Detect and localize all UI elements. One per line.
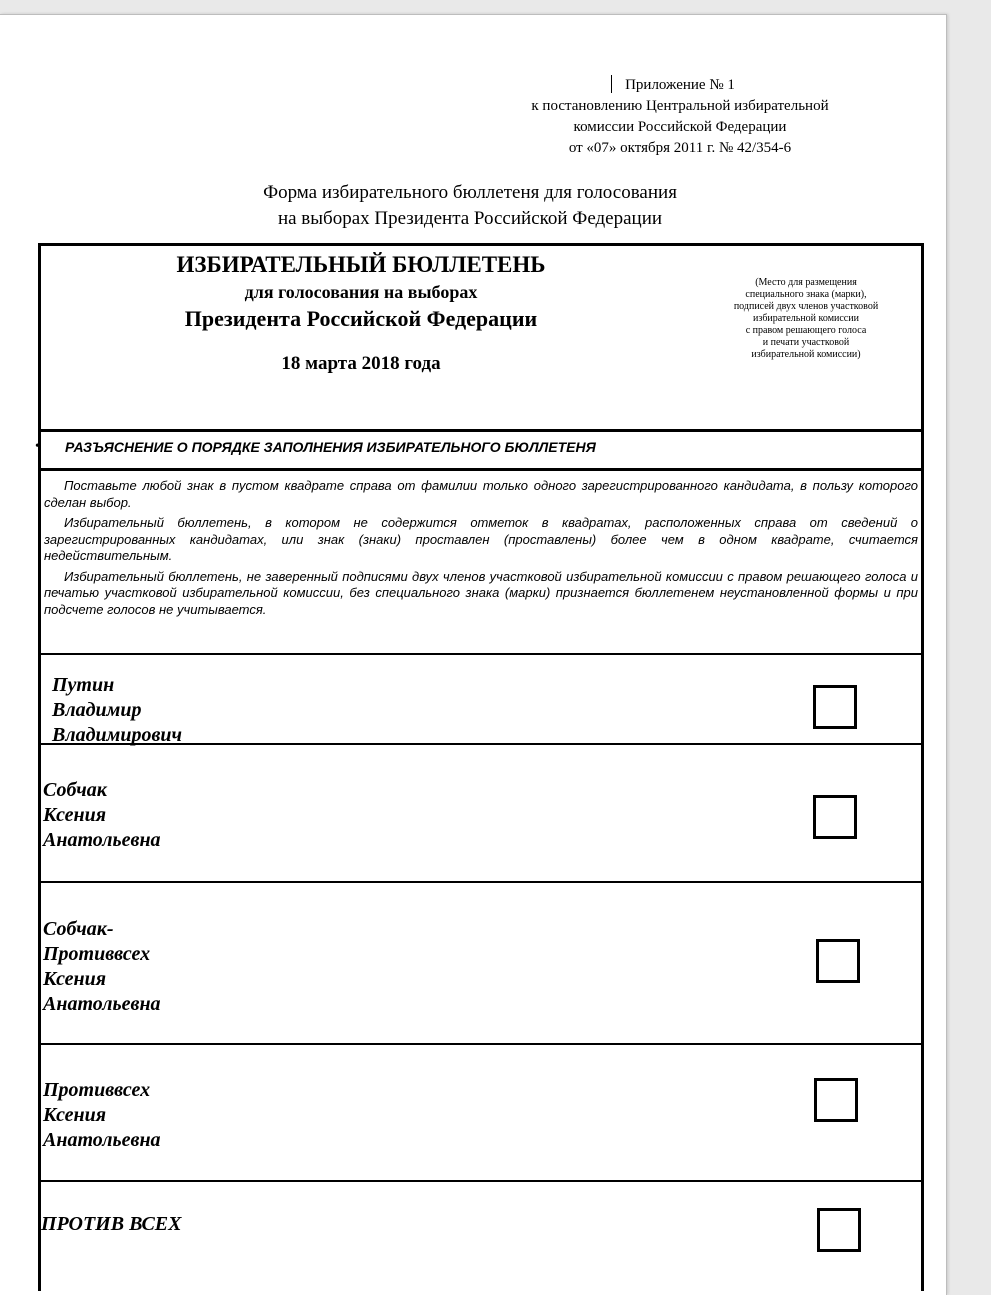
appendix-line: комиссии Российской Федерации: [573, 119, 787, 135]
candidate-name-line: Владимирович: [52, 724, 183, 746]
vote-checkbox[interactable]: [816, 939, 860, 983]
document-page: [0, 14, 947, 1295]
candidate-row: [41, 653, 921, 746]
appendix-line: от «07» октября 2011 г. № 42/354-6: [568, 140, 792, 156]
appendix-line: Приложение № 1: [625, 77, 735, 93]
ballot-title-block: [41, 250, 681, 376]
candidate-row: [41, 1043, 921, 1180]
candidate-name-line: Противвсех: [43, 943, 151, 965]
stamp-line: и печати участковой: [762, 337, 850, 348]
candidate-name-line: ПРОТИВ ВСЕХ: [41, 1213, 182, 1235]
explanation-heading: [35, 429, 921, 471]
vote-checkbox[interactable]: [813, 795, 857, 839]
candidate-name-line: Ксения: [43, 804, 107, 826]
vote-checkbox[interactable]: [817, 1208, 861, 1252]
candidate-name: [52, 673, 182, 748]
bullet-icon: •: [35, 439, 40, 454]
candidate-name-line: Путин: [52, 674, 115, 696]
ballot-subtitle: для голосования на выборах: [244, 282, 478, 302]
explanation-paragraph: Избирательный бюллетень, не заверенный подписями двух членов участковой избирательной комиссии с правом решающего голоса и печатью участковой избирательной комиссии, без специального знака (марки) признается бюллетенем неустановленной формы и при подсчете голосов не учитывается.: [44, 568, 918, 617]
ballot-title: ИЗБИРАТЕЛЬНЫЙ БЮЛЛЕТЕНЬ: [176, 252, 546, 277]
form-title-line: Форма избирательного бюллетеня для голосования: [263, 182, 677, 203]
candidate-name-line: Противвсех: [43, 1079, 151, 1101]
candidate-name-line: Ксения: [43, 1104, 107, 1126]
candidate-name: [43, 917, 161, 1017]
explanation-paragraph: Избирательный бюллетень, в котором не содержится отметок в квадратах, расположенных справа от сведений о зарегистрированных кандидатах, или знак (знаки) проставлен (проставлены) более чем в одном квадрате, считается недействительным.: [44, 515, 918, 563]
candidate-row: [41, 881, 921, 1043]
candidate-name-line: Ксения: [43, 968, 107, 990]
candidate-row: [41, 743, 921, 881]
stamp-line: избирательной комиссии: [753, 313, 859, 324]
stamp-line: (Место для размещения: [755, 277, 857, 288]
ballot-subtitle-president: Президента Российской Федерации: [184, 306, 538, 331]
explanation-text: [44, 478, 918, 622]
ballot-date: 18 марта 2018 года: [281, 353, 441, 374]
candidate-name-line: Владимир: [52, 699, 142, 721]
form-title: [150, 180, 790, 232]
stamp-line: избирательной комиссии): [751, 349, 861, 360]
appendix-header: [470, 75, 890, 159]
candidate-row: [41, 1180, 921, 1294]
candidate-name: [41, 1212, 182, 1237]
candidate-name-line: Анатольевна: [43, 1129, 161, 1151]
explanation-paragraph: Поставьте любой знак в пустом квадрате справа от фамилии только одного зарегистрированного кандидата, в пользу которого сделан выбор.: [44, 478, 918, 510]
stamp-line: подписей двух членов участковой: [733, 301, 879, 312]
appendix-line: к постановлению Центральной избирательной: [531, 98, 829, 114]
candidate-name: [43, 778, 161, 853]
candidate-name-line: Собчак: [43, 779, 107, 801]
candidate-name-line: Собчак-: [43, 918, 114, 940]
stamp-line: специального знака (марки),: [745, 289, 867, 300]
candidate-name: [43, 1078, 161, 1153]
candidate-name-line: Анатольевна: [43, 993, 161, 1015]
form-title-line: на выборах Президента Российской Федерации: [277, 208, 663, 229]
stamp-line: с правом решающего голоса: [745, 325, 867, 336]
ballot: [35, 243, 924, 1291]
stamp-placeholder: [706, 277, 906, 361]
vote-checkbox[interactable]: [813, 685, 857, 729]
vote-checkbox[interactable]: [814, 1078, 858, 1122]
candidate-name-line: Анатольевна: [43, 829, 161, 851]
explanation-title: РАЗЪЯСНЕНИЕ О ПОРЯДКЕ ЗАПОЛНЕНИЯ ИЗБИРАТЕЛЬНОГО БЮЛЛЕТЕНЯ: [65, 439, 596, 455]
ballot-header: [41, 246, 921, 432]
